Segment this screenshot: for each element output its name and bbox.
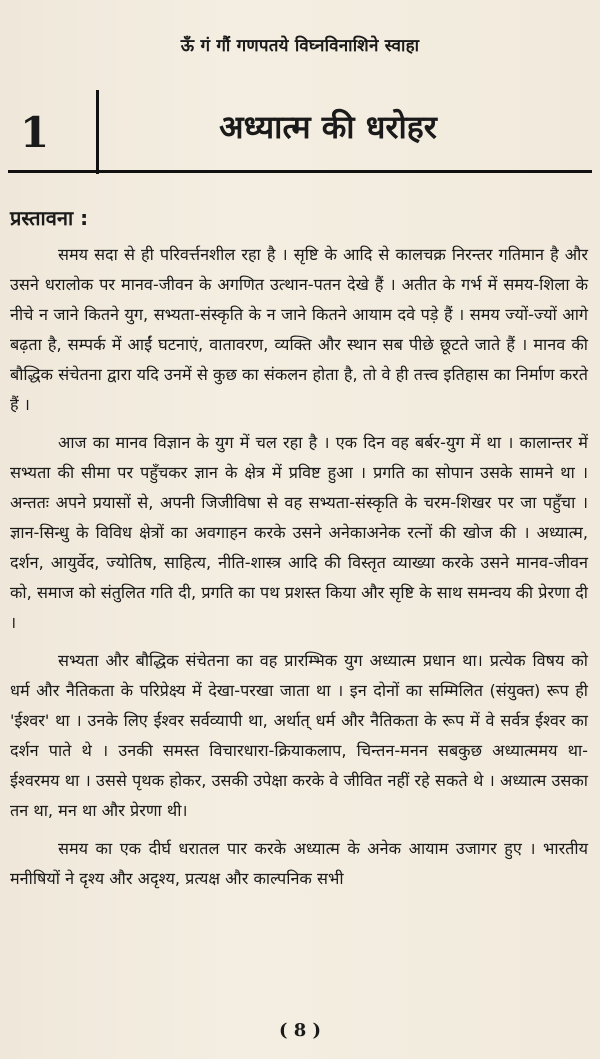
paragraph-2: आज का मानव विज्ञान के युग में चल रहा है । एक दिन वह बर्बर-युग में था । कालान्तर में सभ्यता की सीमा पर पहुँचकर ज्ञान के क्षेत्र में प्रविष्ट हुआ । प्रगति का सोपान उसके सामने था । अन्ततः अपने प्रयासों से, अपनी जिजीविषा से वह सभ्यता-संस्कृति के चरम-शिखर पर जा पहुँचा । ज्ञान-सिन्धु के विविध क्षेत्रों का अवगाहन करके उसने अनेकाअनेक रत्नों की खोज की । अध्यात्म, दर्शन, आयुर्वेद, ज्योतिष, साहित्य, नीति-शास्त्र आदि की विस्तृत व्याख्या करके उसने मानव-जीवन को, समाज को संतुलित गति दी, प्रगति का पथ प्रशस्त किया और सृष्टि के साथ समन्वय की प्रेरणा दी । (10, 433, 588, 632)
invocation-mantra: ऊँ गं गौं गणपतये विघ्नविनाशिने स्वाहा (180, 36, 420, 56)
chapter-number: 1 (20, 108, 50, 157)
chapter-header (8, 84, 592, 176)
section-heading: प्रस्तावना : (10, 206, 89, 230)
chapter-horizontal-rule (8, 170, 592, 173)
page-number: ( 8 ) (278, 1020, 322, 1041)
body-text (10, 240, 588, 902)
paragraph-4: समय का एक दीर्घ धरातल पार करके अध्यात्म के अनेक आयाम उजागर हुए । भारतीय मनीषियों ने दृश्य और अदृश्य, प्रत्यक्ष और काल्पनिक सभी (10, 839, 588, 888)
paragraph-1: समय सदा से ही परिवर्त्तनशील रहा है । सृष्टि के आदि से कालचक्र निरन्तर गतिमान है और उसने धरालोक पर मानव-जीवन के अगणित उत्थान-पतन देखे हैं । अतीत के गर्भ में समय-शिला के नीचे न जाने कितने युग, सभ्यता-संस्कृति के न जाने कितने आयाम दवे पड़े हैं । समय ज्यों-ज्यों आगे बढ़ता है, सम्पर्क में आईं घटनाएं, वातावरण, व्यक्ति और स्थान सब पीछे छूटते जाते हैं । मानव की बौद्धिक संचेतना द्वारा यदि उनमें से कुछ का संकलन होता है, तो वे ही तत्त्व इतिहास का निर्माण करते हैं । (10, 245, 588, 414)
chapter-title: अध्यात्म की धरोहर (219, 108, 437, 146)
chapter-vertical-rule (96, 90, 99, 174)
paragraph-3: सभ्यता और बौद्धिक संचेतना का वह प्रारम्भिक युग अध्यात्म प्रधान था। प्रत्येक विषय को धर्म और नैतिकता के परिप्रेक्ष्य में देखा-परखा जाता था । इन दोनों का सम्मिलित (संयुक्त) रूप ही 'ईश्वर' था । उनके लिए ईश्वर सर्वव्यापी था, अर्थात् धर्म और नैतिकता के रूप में वे सर्वत्र ईश्वर का दर्शन पाते थे । उनकी समस्त विचारधारा-क्रियाकलाप, चिन्तन-मनन सबकुछ अध्यात्ममय था- ईश्वरमय था । उससे पृथक होकर, उसकी उपेक्षा करके वे जीवित नहीं रहे सकते थे । अध्यात्म उसका तन था, मन था और प्रेरणा थी। (10, 651, 588, 820)
